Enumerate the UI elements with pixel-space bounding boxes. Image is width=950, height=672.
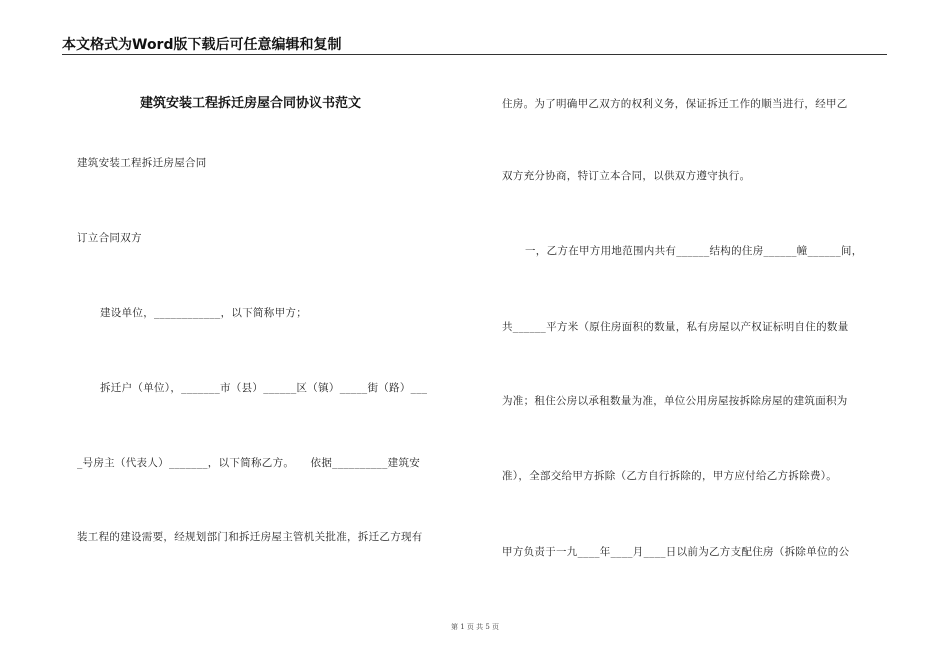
page-number: 第 1 页 共 5 页 bbox=[450, 623, 500, 631]
paragraph-line: _号房主（代表人）_______，以下简称乙方。 依据__________建筑安 bbox=[77, 457, 421, 469]
right-column bbox=[475, 0, 950, 672]
paragraph-line: 双方充分协商，特订立本合同，以供双方遵守执行。 bbox=[502, 170, 751, 182]
paragraph-line: 装工程的建设需要，经规划部门和拆迁房屋主管机关批准，拆迁乙方现有 bbox=[77, 531, 423, 543]
paragraph-line: 拆迁户（单位），_______市（县）______区（镇）_____街（路）___ bbox=[100, 382, 428, 394]
paragraph-line: 为准；租住公房以承租数量为准，单位公用房屋按拆除房屋的建筑面积为 bbox=[502, 395, 848, 407]
paragraph-line: 住房。为了明确甲乙双方的权利义务，保证拆迁工作的顺当进行，经甲乙 bbox=[502, 98, 848, 110]
paragraph-line: 建设单位，____________，以下简称甲方； bbox=[100, 307, 307, 319]
paragraph-line: 建筑安装工程拆迁房屋合同 bbox=[77, 157, 207, 169]
paragraph-line: 订立合同双方 bbox=[77, 232, 142, 244]
document-title: 建筑安装工程拆迁房屋合同协议书范文 bbox=[140, 96, 362, 111]
header-banner-text: 本文格式为Word版下载后可任意编辑和复制 bbox=[62, 37, 342, 53]
paragraph-line: 一，乙方在甲方用地范围内共有______结构的住房______幢______间， bbox=[525, 245, 863, 257]
paragraph-line: 准），全部交给甲方拆除（乙方自行拆除的，甲方应付给乙方拆除费）。 bbox=[502, 470, 838, 482]
paragraph-line: 甲方负责于一九____年____月____日以前为乙方支配住房（拆除单位的公 bbox=[502, 546, 850, 558]
paragraph-line: 共______平方米（原住房面积的数量，私有房屋以产权证标明自住的数量 bbox=[502, 321, 849, 333]
